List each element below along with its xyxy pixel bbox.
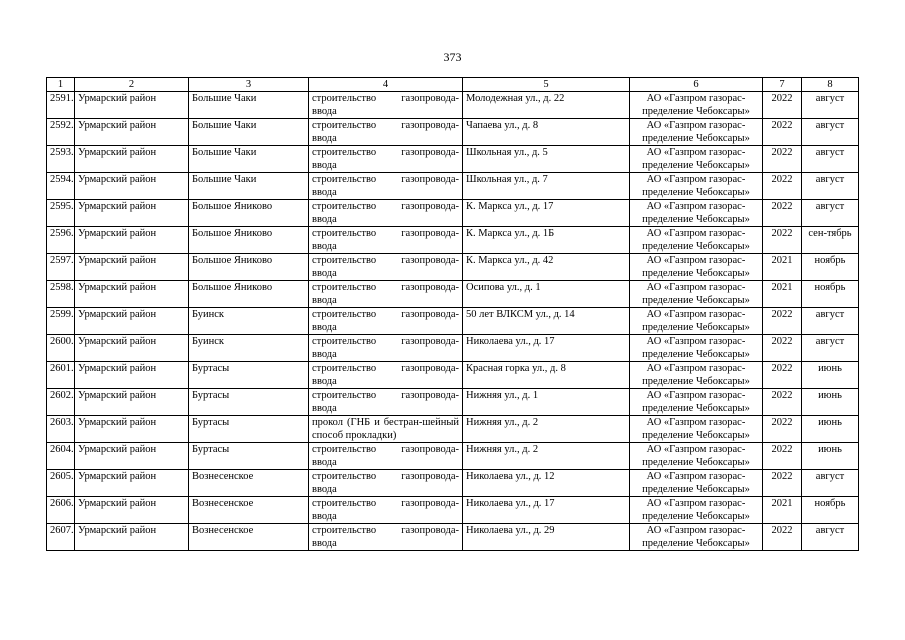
settlement-cell: Большие Чаки <box>189 92 309 119</box>
month-cell: август <box>802 524 859 551</box>
row-number: 2605. <box>47 470 75 497</box>
col-header-7: 7 <box>763 78 802 92</box>
settlement-cell: Буинск <box>189 308 309 335</box>
table-row <box>47 362 859 389</box>
organization-cell: АО «Газпром газорас-пределение Чебоксары» <box>630 92 763 119</box>
work-type-cell: строительство газопровода-ввода <box>309 443 463 470</box>
work-type-cell: строительство газопровода-ввода <box>309 470 463 497</box>
work-type-cell: строительство газопровода-ввода <box>309 362 463 389</box>
address-cell: Николаева ул., д. 29 <box>463 524 630 551</box>
district-cell: Урмарский район <box>75 416 189 443</box>
organization-cell: АО «Газпром газорас-пределение Чебоксары» <box>630 389 763 416</box>
settlement-cell: Большое Яниково <box>189 227 309 254</box>
table-row <box>47 119 859 146</box>
year-cell: 2022 <box>763 146 802 173</box>
work-type-cell: прокол (ГНБ и бестран-шейный способ прокладки) <box>309 416 463 443</box>
settlement-cell: Вознесенское <box>189 524 309 551</box>
work-type-cell: строительство газопровода-ввода <box>309 227 463 254</box>
table-row <box>47 389 859 416</box>
year-cell: 2022 <box>763 200 802 227</box>
settlement-cell: Буртасы <box>189 443 309 470</box>
district-cell: Урмарский район <box>75 443 189 470</box>
address-cell: Николаева ул., д. 17 <box>463 335 630 362</box>
row-number: 2593. <box>47 146 75 173</box>
work-type-cell: строительство газопровода-ввода <box>309 119 463 146</box>
address-cell: Школьная ул., д. 5 <box>463 146 630 173</box>
district-cell: Урмарский район <box>75 146 189 173</box>
year-cell: 2022 <box>763 443 802 470</box>
organization-cell: АО «Газпром газорас-пределение Чебоксары» <box>630 254 763 281</box>
work-type-cell: строительство газопровода-ввода <box>309 173 463 200</box>
table-row <box>47 200 859 227</box>
address-cell: Николаева ул., д. 12 <box>463 470 630 497</box>
col-header-4: 4 <box>309 78 463 92</box>
organization-cell: АО «Газпром газорас-пределение Чебоксары» <box>630 335 763 362</box>
work-type-cell: строительство газопровода-ввода <box>309 524 463 551</box>
row-number: 2595. <box>47 200 75 227</box>
organization-cell: АО «Газпром газорас-пределение Чебоксары» <box>630 146 763 173</box>
settlement-cell: Большое Яниково <box>189 281 309 308</box>
year-cell: 2022 <box>763 416 802 443</box>
address-cell: Чапаева ул., д. 8 <box>463 119 630 146</box>
work-type-cell: строительство газопровода-ввода <box>309 281 463 308</box>
address-cell: 50 лет ВЛКСМ ул., д. 14 <box>463 308 630 335</box>
col-header-1: 1 <box>47 78 75 92</box>
settlement-cell: Большие Чаки <box>189 173 309 200</box>
district-cell: Урмарский район <box>75 470 189 497</box>
district-cell: Урмарский район <box>75 92 189 119</box>
row-number: 2600. <box>47 335 75 362</box>
year-cell: 2021 <box>763 281 802 308</box>
settlement-cell: Большие Чаки <box>189 119 309 146</box>
address-cell: Молодежная ул., д. 22 <box>463 92 630 119</box>
settlement-cell: Большие Чаки <box>189 146 309 173</box>
table-row <box>47 173 859 200</box>
year-cell: 2022 <box>763 362 802 389</box>
settlement-cell: Большое Яниково <box>189 254 309 281</box>
work-type-cell: строительство газопровода-ввода <box>309 254 463 281</box>
year-cell: 2021 <box>763 254 802 281</box>
registry-table <box>46 77 859 551</box>
month-cell: август <box>802 200 859 227</box>
address-cell: Красная горка ул., д. 8 <box>463 362 630 389</box>
month-cell: август <box>802 146 859 173</box>
year-cell: 2022 <box>763 335 802 362</box>
settlement-cell: Буртасы <box>189 389 309 416</box>
month-cell: июнь <box>802 389 859 416</box>
address-cell: Нижняя ул., д. 2 <box>463 443 630 470</box>
district-cell: Урмарский район <box>75 254 189 281</box>
organization-cell: АО «Газпром газорас-пределение Чебоксары» <box>630 416 763 443</box>
row-number: 2606. <box>47 497 75 524</box>
table-row <box>47 281 859 308</box>
row-number: 2599. <box>47 308 75 335</box>
organization-cell: АО «Газпром газорас-пределение Чебоксары» <box>630 362 763 389</box>
district-cell: Урмарский район <box>75 281 189 308</box>
organization-cell: АО «Газпром газорас-пределение Чебоксары» <box>630 200 763 227</box>
organization-cell: АО «Газпром газорас-пределение Чебоксары» <box>630 119 763 146</box>
year-cell: 2021 <box>763 497 802 524</box>
district-cell: Урмарский район <box>75 335 189 362</box>
district-cell: Урмарский район <box>75 497 189 524</box>
address-cell: Николаева ул., д. 17 <box>463 497 630 524</box>
year-cell: 2022 <box>763 227 802 254</box>
year-cell: 2022 <box>763 119 802 146</box>
col-header-6: 6 <box>630 78 763 92</box>
month-cell: ноябрь <box>802 497 859 524</box>
col-header-3: 3 <box>189 78 309 92</box>
year-cell: 2022 <box>763 524 802 551</box>
month-cell: июнь <box>802 443 859 470</box>
work-type-cell: строительство газопровода-ввода <box>309 200 463 227</box>
row-number: 2598. <box>47 281 75 308</box>
month-cell: ноябрь <box>802 281 859 308</box>
row-number: 2591. <box>47 92 75 119</box>
work-type-cell: строительство газопровода-ввода <box>309 92 463 119</box>
month-cell: август <box>802 92 859 119</box>
address-cell: К. Маркса ул., д. 17 <box>463 200 630 227</box>
table-row <box>47 416 859 443</box>
year-cell: 2022 <box>763 92 802 119</box>
settlement-cell: Вознесенское <box>189 497 309 524</box>
row-number: 2594. <box>47 173 75 200</box>
year-cell: 2022 <box>763 173 802 200</box>
settlement-cell: Вознесенское <box>189 470 309 497</box>
month-cell: август <box>802 335 859 362</box>
organization-cell: АО «Газпром газорас-пределение Чебоксары» <box>630 281 763 308</box>
year-cell: 2022 <box>763 389 802 416</box>
work-type-cell: строительство газопровода-ввода <box>309 146 463 173</box>
district-cell: Урмарский район <box>75 200 189 227</box>
row-number: 2601. <box>47 362 75 389</box>
district-cell: Урмарский район <box>75 227 189 254</box>
row-number: 2602. <box>47 389 75 416</box>
page-number: 373 <box>443 50 462 64</box>
settlement-cell: Большое Яниково <box>189 200 309 227</box>
table-row <box>47 335 859 362</box>
month-cell: август <box>802 308 859 335</box>
work-type-cell: строительство газопровода-ввода <box>309 389 463 416</box>
organization-cell: АО «Газпром газорас-пределение Чебоксары» <box>630 497 763 524</box>
district-cell: Урмарский район <box>75 389 189 416</box>
month-cell: ноябрь <box>802 254 859 281</box>
organization-cell: АО «Газпром газорас-пределение Чебоксары» <box>630 308 763 335</box>
address-cell: Осипова ул., д. 1 <box>463 281 630 308</box>
col-header-2: 2 <box>75 78 189 92</box>
month-cell: август <box>802 173 859 200</box>
month-cell: август <box>802 119 859 146</box>
table-row <box>47 254 859 281</box>
address-cell: К. Маркса ул., д. 42 <box>463 254 630 281</box>
table-row <box>47 308 859 335</box>
table-row <box>47 227 859 254</box>
row-number: 2596. <box>47 227 75 254</box>
month-cell: сен-тябрь <box>802 227 859 254</box>
month-cell: июнь <box>802 362 859 389</box>
district-cell: Урмарский район <box>75 524 189 551</box>
table-row <box>47 146 859 173</box>
work-type-cell: строительство газопровода-ввода <box>309 308 463 335</box>
table-body <box>47 92 859 551</box>
table-row <box>47 524 859 551</box>
row-number: 2604. <box>47 443 75 470</box>
district-cell: Урмарский район <box>75 119 189 146</box>
organization-cell: АО «Газпром газорас-пределение Чебоксары» <box>630 443 763 470</box>
row-number: 2597. <box>47 254 75 281</box>
col-header-5: 5 <box>463 78 630 92</box>
table-row <box>47 497 859 524</box>
table-row <box>47 92 859 119</box>
district-cell: Урмарский район <box>75 173 189 200</box>
row-number: 2603. <box>47 416 75 443</box>
row-number: 2592. <box>47 119 75 146</box>
year-cell: 2022 <box>763 470 802 497</box>
table-row <box>47 443 859 470</box>
header-row <box>47 78 859 92</box>
col-header-8: 8 <box>802 78 859 92</box>
settlement-cell: Буинск <box>189 335 309 362</box>
organization-cell: АО «Газпром газорас-пределение Чебоксары» <box>630 470 763 497</box>
table-row <box>47 470 859 497</box>
address-cell: Нижняя ул., д. 1 <box>463 389 630 416</box>
work-type-cell: строительство газопровода-ввода <box>309 335 463 362</box>
district-cell: Урмарский район <box>75 308 189 335</box>
organization-cell: АО «Газпром газорас-пределение Чебоксары» <box>630 524 763 551</box>
month-cell: август <box>802 470 859 497</box>
organization-cell: АО «Газпром газорас-пределение Чебоксары» <box>630 173 763 200</box>
work-type-cell: строительство газопровода-ввода <box>309 497 463 524</box>
address-cell: Нижняя ул., д. 2 <box>463 416 630 443</box>
settlement-cell: Буртасы <box>189 362 309 389</box>
settlement-cell: Буртасы <box>189 416 309 443</box>
organization-cell: АО «Газпром газорас-пределение Чебоксары» <box>630 227 763 254</box>
year-cell: 2022 <box>763 308 802 335</box>
address-cell: Школьная ул., д. 7 <box>463 173 630 200</box>
address-cell: К. Маркса ул., д. 1Б <box>463 227 630 254</box>
district-cell: Урмарский район <box>75 362 189 389</box>
row-number: 2607. <box>47 524 75 551</box>
month-cell: июнь <box>802 416 859 443</box>
